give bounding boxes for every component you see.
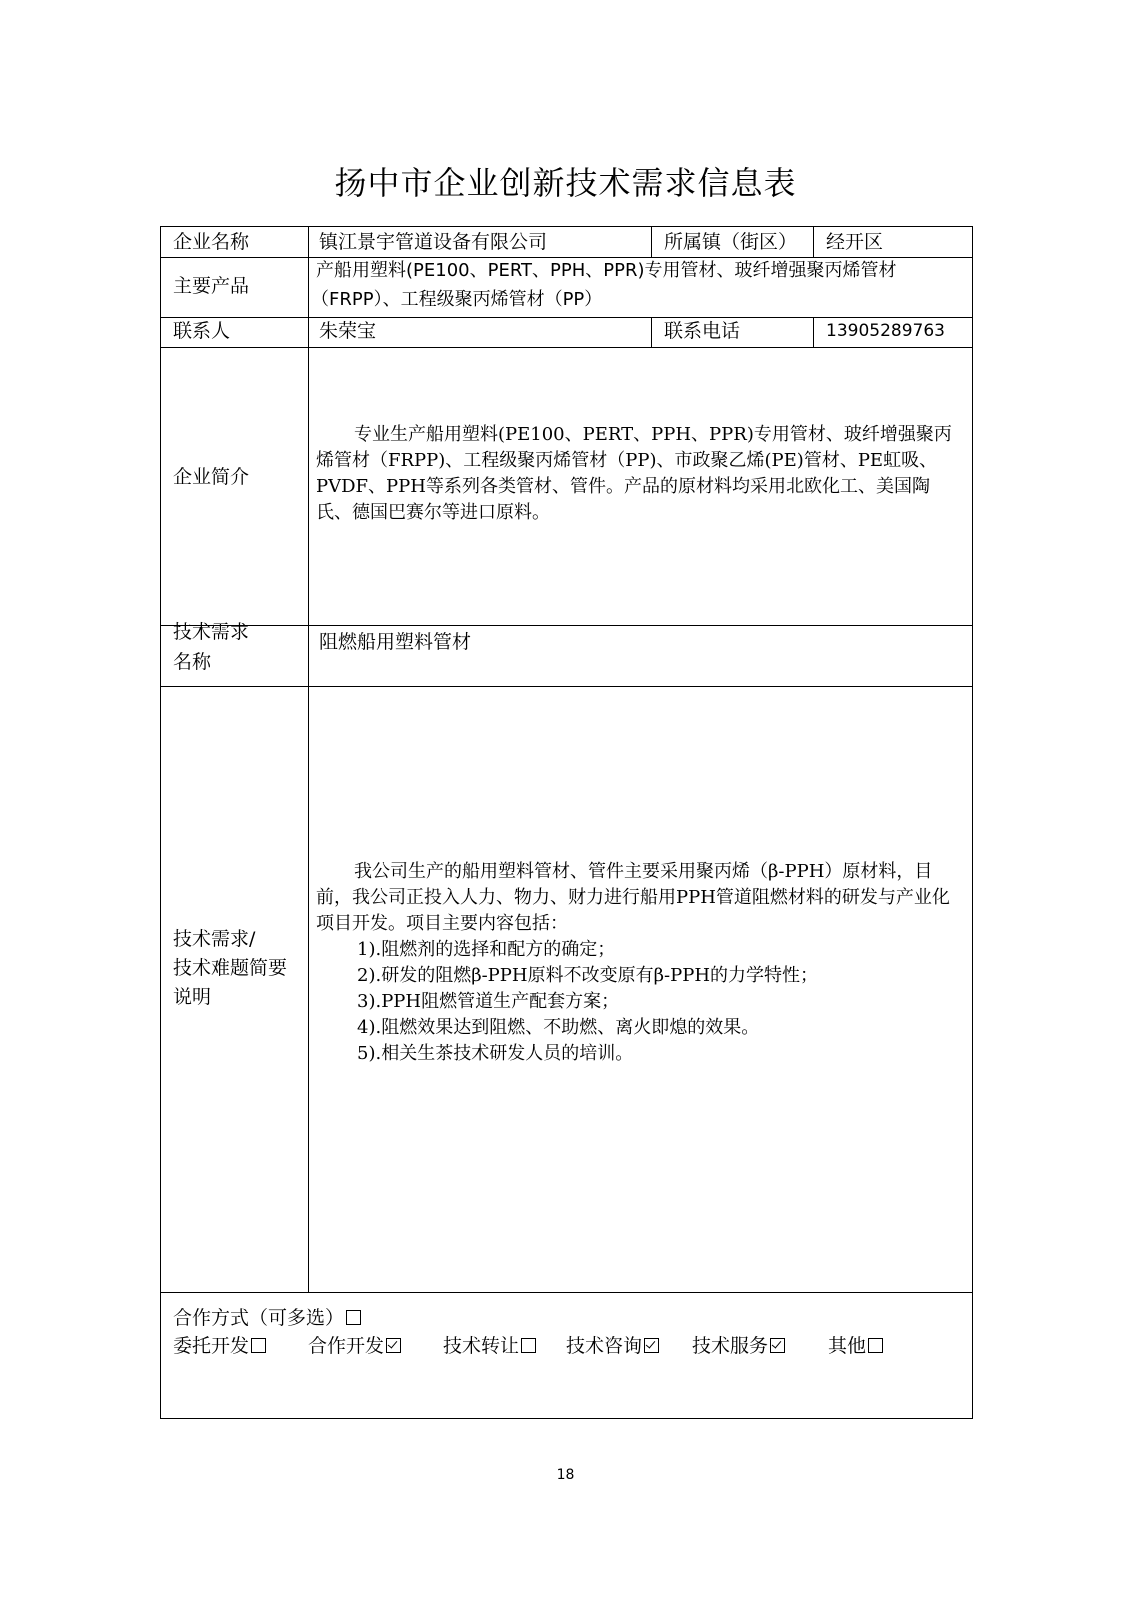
cooperation-label: 合作方式（可多选） [173, 1307, 345, 1329]
row-divider [161, 1292, 972, 1293]
row-divider [161, 625, 972, 626]
page-number: 18 [556, 1467, 575, 1483]
demand-desc-label-line-1: 技术需求/ [173, 928, 256, 950]
demand-desc-text [316, 859, 952, 1067]
column-divider [651, 227, 652, 257]
demand-desc-label-line-2: 技术难题简要 [173, 957, 288, 979]
company-name-value: 镇江景宇管道设备有限公司 [319, 231, 548, 253]
town-value: 经开区 [826, 231, 884, 253]
demand-desc-item-4: 4).阻燃效果达到阻燃、不助燃、离火即熄的效果。 [357, 1017, 760, 1038]
company-name-label: 企业名称 [173, 231, 250, 253]
row-divider [161, 257, 972, 258]
column-divider [308, 227, 309, 1292]
cooperation-heading [173, 1306, 361, 1330]
demand-desc-item-5: 5).相关生茶技术研发人员的培训。 [357, 1043, 634, 1064]
row-divider [161, 347, 972, 348]
demand-desc-intro: 我公司生产的船用塑料管材、管件主要采用聚丙烯（β-PPH）原材料，目前，我公司正投入人力、物力、财力进行船用PPH管道阻燃材料的研发与产业化项目开发。项目主要内容包括： [316, 861, 950, 934]
demand-desc-item-1: 1).阻燃剂的选择和配方的确定； [357, 939, 616, 960]
contact-person-value: 朱荣宝 [319, 320, 377, 342]
option-label: 技术咨询 [566, 1335, 643, 1357]
option-label: 技术服务 [692, 1335, 769, 1357]
cooperation-option[interactable] [828, 1334, 883, 1358]
contact-phone-label: 联系电话 [664, 320, 741, 342]
cooperation-option[interactable] [308, 1334, 443, 1358]
contact-person-label: 联系人 [173, 320, 231, 342]
row-divider [161, 686, 972, 687]
contact-phone-value: 13905289763 [826, 321, 945, 341]
demand-name-label [173, 617, 249, 677]
profile-text: 专业生产船用塑料(PE100、PERT、PPH、PPR)专用管材、玻纤增强聚丙烯管材（FRPP)、工程级聚丙烯管材（PP)、市政聚乙烯(PE)管材、PE虹吸、PVDF、PPH等系列各类管材、管件。产品的原材料均采用北欧化工、美国陶氏、德国巴赛尔等进口原料。 [316, 424, 952, 523]
column-divider [813, 227, 814, 257]
town-label: 所属镇（街区） [664, 231, 798, 253]
products-line-2: （FRPP）、工程级聚丙烯管材（PP） [311, 289, 603, 310]
demand-desc-item-2: 2).研发的阻燃β-PPH原料不改变原有β-PPH的力学特性； [357, 965, 819, 986]
checkbox-checked[interactable] [386, 1338, 401, 1353]
option-label: 委托开发 [173, 1335, 250, 1357]
cooperation-options [173, 1334, 883, 1358]
info-form-table [160, 226, 973, 1419]
option-label: 其他 [828, 1335, 867, 1357]
profile-label: 企业简介 [173, 466, 250, 488]
cooperation-option[interactable] [692, 1334, 828, 1358]
products-label: 主要产品 [173, 275, 250, 297]
demand-desc-label [173, 925, 287, 1012]
demand-name-label-line-1: 技术需求 [173, 621, 250, 643]
checkbox-checked[interactable] [770, 1338, 785, 1353]
checkbox[interactable] [251, 1338, 266, 1353]
multi-select-checkbox[interactable] [346, 1310, 361, 1325]
cooperation-option[interactable] [566, 1334, 692, 1358]
option-label: 合作开发 [308, 1335, 385, 1357]
demand-desc-label-line-3: 说明 [173, 986, 212, 1008]
products-line-1: 产船用塑料(PE100、PERT、PPH、PPR)专用管材、玻纤增强聚丙烯管材 [316, 260, 897, 281]
column-divider [651, 317, 652, 347]
column-divider [813, 317, 814, 347]
demand-desc-item-3: 3).PPH阻燃管道生产配套方案； [357, 991, 620, 1012]
page-title: 扬中市企业创新技术需求信息表 [334, 164, 797, 202]
row-divider [161, 317, 972, 318]
checkbox-checked[interactable] [644, 1338, 659, 1353]
checkbox[interactable] [521, 1338, 536, 1353]
demand-name-label-line-2: 名称 [173, 651, 212, 673]
checkbox[interactable] [868, 1338, 883, 1353]
cooperation-option[interactable] [173, 1334, 308, 1358]
demand-name-value: 阻燃船用塑料管材 [319, 631, 472, 653]
cooperation-option[interactable] [443, 1334, 566, 1358]
option-label: 技术转让 [443, 1335, 520, 1357]
